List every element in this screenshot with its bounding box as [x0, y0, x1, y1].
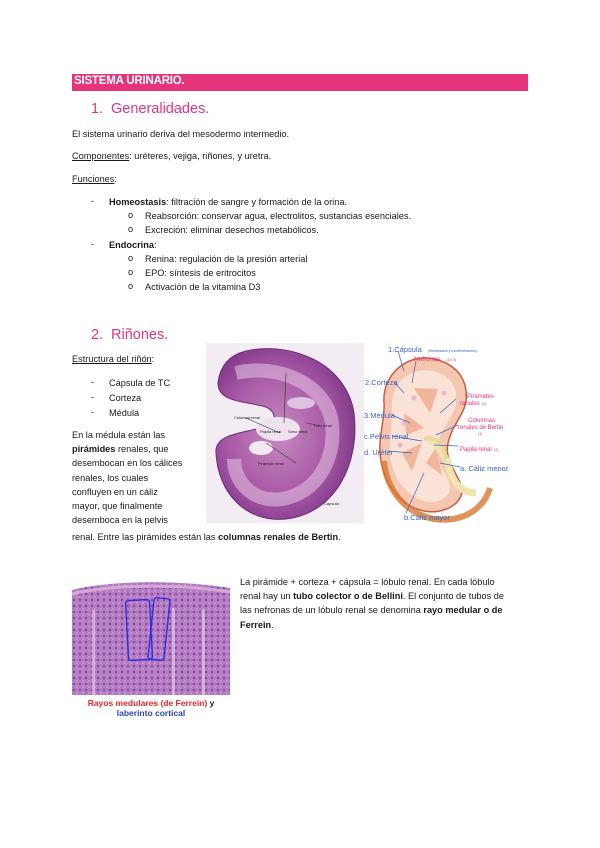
circle-bullet: o	[128, 281, 134, 291]
diagram-label: Papila renal	[460, 447, 492, 453]
section-heading-1	[91, 101, 209, 117]
diagram-label: 1.Cápsula	[388, 345, 422, 354]
histology-label: Columna renal	[234, 415, 261, 420]
dash-bullet: -	[91, 239, 95, 249]
plain-text: .	[338, 532, 341, 542]
endocrina-label: Endocrina	[109, 240, 154, 250]
kidney-diagram-image	[364, 343, 526, 525]
diagram-label: 3.Médula	[364, 411, 395, 420]
list-item: Corteza	[109, 393, 142, 403]
histology-label: Hilio renal	[314, 423, 332, 428]
medula-paragraph	[72, 428, 204, 527]
bold-term: tubo colector o de Bellini	[293, 591, 403, 602]
dash-bullet: -	[91, 407, 95, 417]
list-item: Renina: regulación de la presión arterial	[145, 254, 308, 264]
bold-term: columnas renales de Bertin	[218, 532, 339, 542]
list-item: Cápsula de TC	[109, 378, 171, 388]
circle-bullet: o	[128, 253, 134, 263]
structure-label: Estructura del riñón	[72, 354, 152, 364]
dash-bullet: -	[91, 377, 95, 387]
plain-text: .	[271, 619, 274, 630]
histology-label: Papila renal	[260, 429, 282, 434]
functions-line	[72, 173, 117, 186]
plain-text: renal hay un	[240, 591, 294, 602]
histology-label: Cápsula	[324, 501, 339, 506]
caption-blue-text: laberinto cortical	[116, 708, 186, 718]
para-line	[240, 618, 530, 632]
bertin-line	[72, 531, 341, 544]
list-item: EPO: síntesis de eritrocitos	[145, 268, 256, 278]
cortex-histology-image	[72, 580, 230, 695]
components-text: : uréteres, vejiga, riñones, y uretra.	[129, 151, 272, 161]
diagram-label: Columnas	[468, 418, 496, 424]
circle-bullet: o	[128, 267, 134, 277]
caption-red-text: Rayos medulares (de Ferrein)	[87, 698, 208, 708]
diagram-label: b.Cáliz mayor	[404, 513, 450, 522]
homeostasis-text: : filtración de sangre y formación de la orina.	[166, 197, 347, 207]
functions-colon: :	[114, 174, 117, 184]
para-line: En la médula están las	[72, 430, 165, 440]
section-heading-2	[91, 327, 168, 343]
cortex-histology-svg	[72, 580, 230, 695]
structure-colon: :	[151, 354, 155, 364]
kidney-histology-svg	[206, 343, 364, 523]
plain-text: las nefronas de un lóbulo renal se denomina	[240, 605, 424, 616]
list-item: Reabsorción: conservar agua, electrolitos, sustancias esenciales.	[145, 211, 412, 221]
diagram-label-note: (1 y 3)	[446, 358, 457, 362]
caption-connector: y	[207, 698, 215, 708]
structure-line	[72, 353, 154, 366]
document-title: SISTEMA URINARIO.	[74, 75, 185, 87]
diagram-label: Nefronas	[414, 356, 441, 363]
figure-caption	[72, 698, 230, 718]
intro-text: El sistema urinario deriva del mesodermo intermedio.	[72, 129, 290, 139]
bold-term: pirámides	[72, 444, 116, 455]
diagram-label: 2.Corteza	[365, 378, 398, 387]
bold-term: rayo medular o de	[423, 605, 503, 616]
para-line	[72, 442, 204, 456]
list-item: Excreción: eliminar desechos metabólicos.	[145, 225, 319, 235]
plain-text: renales, que	[115, 444, 169, 455]
endocrina-colon: :	[153, 240, 157, 250]
para-line: confluyen en un cáliz	[72, 486, 158, 497]
heading-text: Riñones.	[111, 327, 169, 343]
para-line: mayor, que finalmente	[72, 501, 163, 512]
endocrina-line	[109, 239, 157, 252]
diagram-label-note: (3)	[478, 432, 483, 436]
para-line: renales, los cuales	[72, 472, 149, 483]
para-line	[240, 603, 530, 617]
lobulo-paragraph	[240, 575, 530, 632]
heading-number: 2.	[91, 327, 104, 343]
diagram-label: Pirámides	[467, 394, 494, 400]
para-line: desemboca en la pelvis	[72, 515, 169, 526]
dash-bullet: -	[91, 196, 95, 206]
title-banner	[72, 74, 528, 91]
bold-term: Ferrein	[240, 619, 272, 630]
functions-label: Funciones	[72, 174, 115, 184]
plain-text: renal. Entre las pirámides están las	[72, 532, 219, 542]
diagram-label-note: (2)	[482, 402, 487, 406]
diagram-label: c.Pelvis renal	[364, 432, 409, 441]
list-item: Activación de la vitamina D3	[145, 282, 261, 292]
kidney-diagram-svg	[364, 343, 526, 525]
histology-label: Seno renal	[288, 429, 308, 434]
circle-bullet: o	[128, 224, 134, 234]
circle-bullet: o	[128, 210, 134, 220]
diagram-label-note: (fibroblastos y miofibroblastos)	[428, 349, 477, 353]
histology-label: Pirámide renal	[258, 461, 284, 466]
para-line	[240, 589, 530, 603]
para-line: desembocan en los cálices	[72, 458, 183, 469]
homeostasis-line	[109, 196, 347, 209]
plain-text: . El conjunto de tubos de	[402, 591, 505, 602]
diagram-label: d. Uréter	[364, 448, 394, 457]
para-line: La pirámide + corteza + cápsula = lóbulo renal. En cada lóbulo	[240, 577, 495, 587]
kidney-histology-image	[206, 343, 364, 523]
homeostasis-label: Homeostasis	[109, 197, 167, 207]
diagram-label: a. Cáliz menor	[460, 464, 509, 473]
list-item: Médula	[109, 408, 140, 418]
heading-number: 1.	[91, 101, 104, 117]
heading-text: Generalidades.	[111, 101, 210, 117]
diagram-label: renales de Bertin	[458, 425, 504, 431]
dash-bullet: -	[91, 392, 95, 402]
diagram-label-note: (2)	[494, 448, 499, 452]
diagram-label: renales	[460, 401, 480, 407]
components-label: Componentes	[72, 151, 130, 161]
components-line	[72, 150, 271, 163]
